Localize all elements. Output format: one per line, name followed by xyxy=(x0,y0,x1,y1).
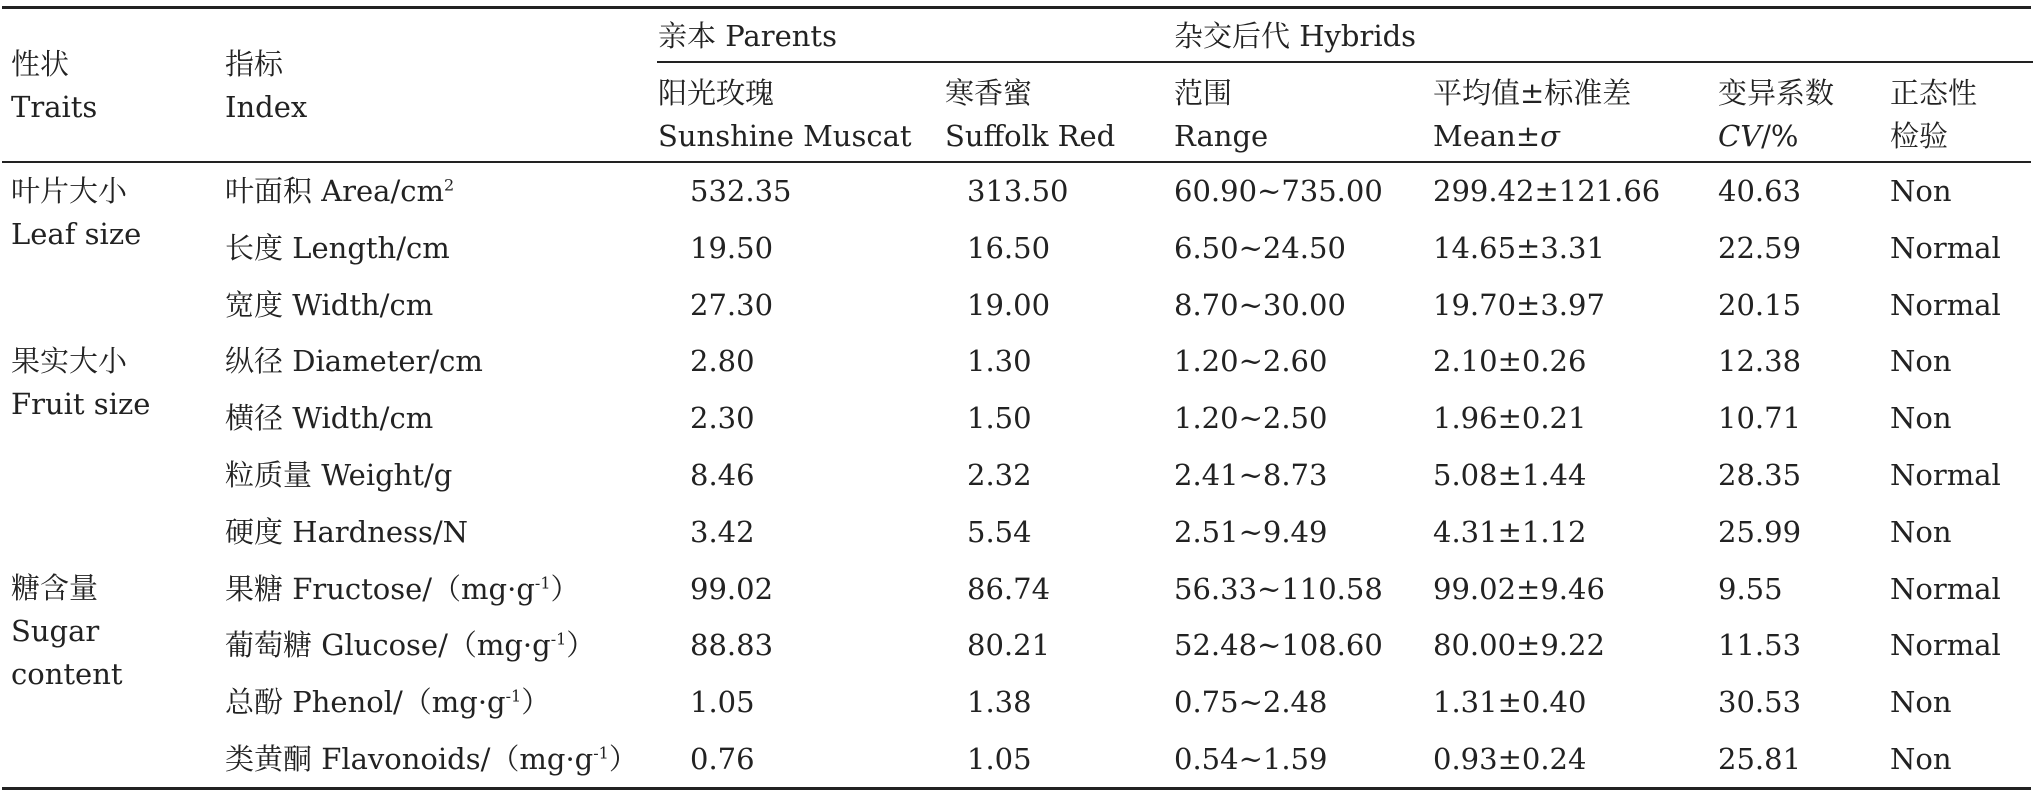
index-cell: 硬度 Hardness/N xyxy=(225,515,468,549)
index-cell: 粒质量 Weight/g xyxy=(225,458,453,492)
cv-value: 30.53 xyxy=(1718,685,1802,719)
suffolk-header-en: Suffolk Red xyxy=(945,119,1116,153)
range-value: 0.54~1.59 xyxy=(1174,742,1328,776)
normality-value: Non xyxy=(1890,515,1952,549)
suffolk-value: 1.50 xyxy=(967,401,1032,435)
cv-value: 9.55 xyxy=(1718,572,1783,606)
cv-value: 10.71 xyxy=(1718,401,1802,435)
sunshine-value: 8.46 xyxy=(690,458,755,492)
sunshine-value: 99.02 xyxy=(690,572,774,606)
range-value: 2.41~8.73 xyxy=(1174,458,1328,492)
suffolk-value: 19.00 xyxy=(967,288,1051,322)
index-cell: 宽度 Width/cm xyxy=(225,288,434,322)
suffolk-value: 1.30 xyxy=(967,344,1032,378)
normality-value: Non xyxy=(1890,401,1952,435)
sunshine-value: 2.30 xyxy=(690,401,755,435)
hybrids-group-rule xyxy=(1131,61,2033,63)
index-cell: 果糖 Fructose/$(mg\cdot g^{-1})$ xyxy=(225,572,580,606)
traits-header-en: Traits xyxy=(11,90,98,124)
suffolk-header-zh: 寒香蜜 xyxy=(945,76,1033,110)
mean-value: 1.31±0.40 xyxy=(1433,685,1587,719)
header-bottom-rule xyxy=(2,161,2031,163)
mean-value: 19.70±3.97 xyxy=(1433,288,1605,322)
trait-leaf-zh: 叶片大小 xyxy=(11,174,128,208)
normality-value: Non xyxy=(1890,344,1952,378)
hybrids-group-header: 杂交后代 Hybrids xyxy=(1174,19,1417,53)
mean-value: 299.42±121.66 xyxy=(1433,174,1661,208)
suffolk-value: 313.50 xyxy=(967,174,1069,208)
table-top-rule xyxy=(2,6,2031,9)
index-header-zh: 指标 xyxy=(225,47,284,81)
suffolk-value: 80.21 xyxy=(967,628,1051,662)
normality-header-zh-1: 正态性 xyxy=(1890,76,1978,110)
range-value: 1.20~2.50 xyxy=(1174,401,1328,435)
sunshine-value: 3.42 xyxy=(690,515,755,549)
parents-group-rule xyxy=(657,61,1131,63)
cv-value: 11.53 xyxy=(1718,628,1802,662)
cv-value: 40.63 xyxy=(1718,174,1802,208)
trait-fruit-en: Fruit size xyxy=(11,387,151,421)
cv-value: 25.99 xyxy=(1718,515,1802,549)
range-header-en: Range xyxy=(1174,119,1269,153)
range-value: 1.20~2.60 xyxy=(1174,344,1328,378)
mean-value: 0.93±0.24 xyxy=(1433,742,1587,776)
mean-header-zh: 平均值±标准差 xyxy=(1433,76,1632,110)
mean-value: 4.31±1.12 xyxy=(1433,515,1587,549)
sunshine-value: 532.35 xyxy=(690,174,792,208)
cv-value: 22.59 xyxy=(1718,231,1802,265)
traits-header-zh: 性状 xyxy=(11,47,70,81)
index-cell: 横径 Width/cm xyxy=(225,401,434,435)
trait-leaf-en: Leaf size xyxy=(11,217,142,251)
trait-sugar-zh: 糖含量 xyxy=(11,571,99,605)
cv-value: 12.38 xyxy=(1718,344,1802,378)
cv-header-en: CV/% xyxy=(1718,119,1799,153)
mean-value: 1.96±0.21 xyxy=(1433,401,1587,435)
mean-header-en: Mean±σ xyxy=(1433,119,1560,153)
normality-value: Non xyxy=(1890,174,1952,208)
index-cell: 总酚 Phenol/$(mg\cdot g^{-1})$ xyxy=(225,685,551,719)
index-cell: 纵径 Diameter/cm xyxy=(225,344,483,378)
range-value: 8.70~30.00 xyxy=(1174,288,1346,322)
suffolk-value: 2.32 xyxy=(967,458,1032,492)
trait-sugar-en-2: content xyxy=(11,657,123,691)
sunshine-header-en: Sunshine Muscat xyxy=(658,119,912,153)
sunshine-value: 27.30 xyxy=(690,288,774,322)
trait-sugar-en-1: Sugar xyxy=(11,614,100,648)
suffolk-value: 1.05 xyxy=(967,742,1032,776)
cv-value: 25.81 xyxy=(1718,742,1802,776)
suffolk-value: 5.54 xyxy=(967,515,1032,549)
normality-value: Normal xyxy=(1890,288,2001,322)
sunshine-value: 19.50 xyxy=(690,231,774,265)
cv-value: 20.15 xyxy=(1718,288,1802,322)
range-value: 0.75~2.48 xyxy=(1174,685,1328,719)
mean-value: 5.08±1.44 xyxy=(1433,458,1587,492)
table-bottom-rule xyxy=(2,787,2031,790)
index-cell: 叶面积 Area/$cm^2$ xyxy=(225,174,455,208)
index-header-en: Index xyxy=(225,90,308,124)
suffolk-value: 1.38 xyxy=(967,685,1032,719)
mean-value: 14.65±3.31 xyxy=(1433,231,1605,265)
normality-value: Non xyxy=(1890,742,1952,776)
parents-group-header: 亲本 Parents xyxy=(658,19,837,53)
range-value: 6.50~24.50 xyxy=(1174,231,1346,265)
suffolk-value: 16.50 xyxy=(967,231,1051,265)
sunshine-header-zh: 阳光玫瑰 xyxy=(658,76,775,110)
normality-value: Normal xyxy=(1890,628,2001,662)
normality-value: Normal xyxy=(1890,231,2001,265)
normality-value: Non xyxy=(1890,685,1952,719)
normality-value: Normal xyxy=(1890,572,2001,606)
range-value: 60.90~735.00 xyxy=(1174,174,1383,208)
index-cell: 类黄酮 Flavonoids/$(mg\cdot g^{-1})$ xyxy=(225,742,638,776)
range-header-zh: 范围 xyxy=(1174,76,1233,110)
sunshine-value: 2.80 xyxy=(690,344,755,378)
range-value: 2.51~9.49 xyxy=(1174,515,1328,549)
range-value: 52.48~108.60 xyxy=(1174,628,1383,662)
cv-header-zh: 变异系数 xyxy=(1718,76,1835,110)
mean-value: 80.00±9.22 xyxy=(1433,628,1605,662)
sunshine-value: 88.83 xyxy=(690,628,774,662)
normality-value: Normal xyxy=(1890,458,2001,492)
index-cell: 长度 Length/cm xyxy=(225,231,450,265)
suffolk-value: 86.74 xyxy=(967,572,1051,606)
mean-value: 2.10±0.26 xyxy=(1433,344,1587,378)
mean-value: 99.02±9.46 xyxy=(1433,572,1605,606)
trait-fruit-zh: 果实大小 xyxy=(11,344,128,378)
sunshine-value: 1.05 xyxy=(690,685,755,719)
index-cell: 葡萄糖 Glucose/$(mg\cdot g^{-1})$ xyxy=(225,628,596,662)
range-value: 56.33~110.58 xyxy=(1174,572,1383,606)
normality-header-zh-2: 检验 xyxy=(1890,119,1949,153)
sunshine-value: 0.76 xyxy=(690,742,755,776)
cv-value: 28.35 xyxy=(1718,458,1802,492)
